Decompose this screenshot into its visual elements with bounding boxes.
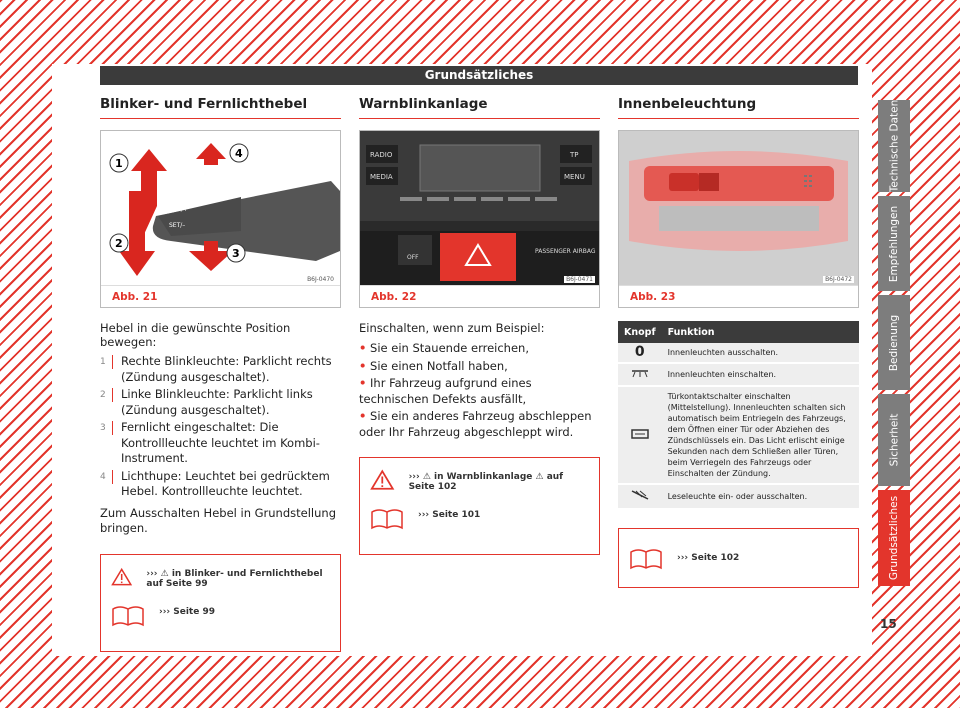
bullet-list [359,341,600,440]
function-table [618,321,859,510]
book-icon [370,506,404,530]
table-row: Innenleuchten einschalten. [618,363,859,386]
figure-abb-22 [359,130,600,308]
label-4: 4 [235,147,243,160]
list-item: • Ihr Fahrzeug aufgrund eines technischen Defekts ausfällt, [359,376,532,406]
list-item: • Sie einen Notfall haben, [359,358,508,373]
warning-icon [370,468,395,492]
ceiling-light-illustration [619,131,858,285]
figure-code: B6J-0470 [307,276,334,283]
tab-grundsaetzliches[interactable]: Grundsätzliches [878,490,910,586]
warning-ref[interactable]: ››› ⚠ in Warnblinkanlage ⚠ auf Seite 102 [408,472,564,492]
lever-text-cancel: ON CANCEL OFF [201,192,242,198]
key-zero: 0 [618,343,662,363]
ceiling-svg [619,131,858,285]
esc-off-label: OFF [407,254,419,261]
figure-abb-23 [618,130,859,308]
column-blinker [100,96,341,652]
list-item: 2 Linke Blinkleuchte: Parklicht links (Zündung ausgeschaltet). [100,387,313,417]
figure-abb-21 [100,130,341,308]
tp-label: TP [570,151,579,159]
header-funktion: Funktion [662,321,859,343]
lever-text-res: RES/+ [169,206,188,213]
lever-text-set: SET/– [169,222,186,229]
section-title: Blinker- und Fernlichthebel [100,96,341,119]
airbag-label: PASSENGER AIRBAG [535,248,596,255]
section-title: Innenbeleuchtung [618,96,859,119]
label-2: 2 [115,237,123,250]
media-label: MEDIA [370,173,393,181]
warning-icon [111,565,132,589]
outro-text: Zum Ausschalten Hebel in Grundstellung bringen. [100,505,336,535]
figure-caption: Abb. 22 [360,285,599,307]
reading-light-icon [618,484,662,509]
list-item: 4 Lichthupe: Leuchtet bei gedrücktem Hebel. Kontrollleuchte leuchtet. [100,468,330,498]
list-item: 3 Fernlicht eingeschaltet: Die Kontrollleuchte leuchtet im Kombi-Instrument. [100,420,320,465]
tab-technische-daten[interactable]: Technische Daten [878,100,910,192]
dashboard-svg [360,131,599,285]
item-number: 4 [100,470,113,484]
item-number: 3 [100,421,113,435]
intro-text: Hebel in die gewünschte Position bewegen: [100,321,291,349]
warning-box [100,554,341,652]
table-row: 0 Innenleuchten ausschalten. [618,343,859,363]
label-3: 3 [232,247,240,260]
section-title: Warnblinkanlage [359,96,600,119]
door-contact-icon [618,386,662,484]
figure-caption: Abb. 21 [101,285,340,307]
tab-empfehlungen[interactable]: Empfehlungen [878,196,910,291]
figure-caption: Abb. 23 [619,285,858,307]
intro-text: Einschalten, wenn zum Beispiel: [359,321,545,335]
table-row: Türkontaktschalter einschalten (Mittelstellung). Innenleuchten schalten sich automatisch beim Entriegeln des Fahrzeugs, dem Öffnen einer Tür oder Abziehen des Zündschlüssels ein. Das Licht erlischt einige Sekunden nach dem Schließen aller Türen, beim Verriegeln des Fahrzeugs oder Einschalten der Zündung. [618,386,859,484]
figure-code: B6J-0471 [566,276,593,283]
menu-label: MENU [564,173,585,181]
book-icon [629,546,663,570]
numbered-list [100,354,341,500]
label-1: 1 [115,157,123,170]
column-warnblink [359,96,600,555]
page-number: 15 [880,617,897,631]
item-number: 2 [100,388,113,402]
column-innenbeleuchtung [618,96,859,588]
lamp-on-icon [618,363,662,386]
page-ref[interactable]: ››› Seite 102 [677,553,740,563]
tab-bedienung[interactable]: Bedienung [878,295,910,390]
table-row: Leseleuchte ein- oder ausschalten. [618,484,859,509]
dashboard-illustration [360,131,599,285]
tab-sicherheit[interactable]: Sicherheit [878,394,910,486]
header-knopf: Knopf [618,321,662,343]
list-item: • Sie ein anderes Fahrzeug abschleppen oder Ihr Fahrzeug abgeschleppt wird. [359,409,592,439]
lever-illustration [101,131,340,285]
item-number: 1 [100,355,113,369]
lever-svg [101,131,340,285]
warning-ref[interactable]: ››› ⚠ in Blinker- und Fernlichthebel auf Seite 99 [146,568,323,589]
reference-box [618,528,859,588]
radio-label: RADIO [370,151,393,159]
list-item: • Sie ein Stauende erreichen, [359,341,529,355]
page-ref[interactable]: ››› Seite 99 [159,606,215,617]
list-item: 1 Rechte Blinkleuchte: Parklicht rechts (Zündung ausgeschaltet). [100,354,332,384]
page-ref[interactable]: ››› Seite 101 [418,510,481,520]
figure-code: B6J-0472 [825,276,852,283]
header-bar: Grundsätzliches [100,66,858,85]
warning-box [359,457,600,555]
book-icon [111,603,145,627]
